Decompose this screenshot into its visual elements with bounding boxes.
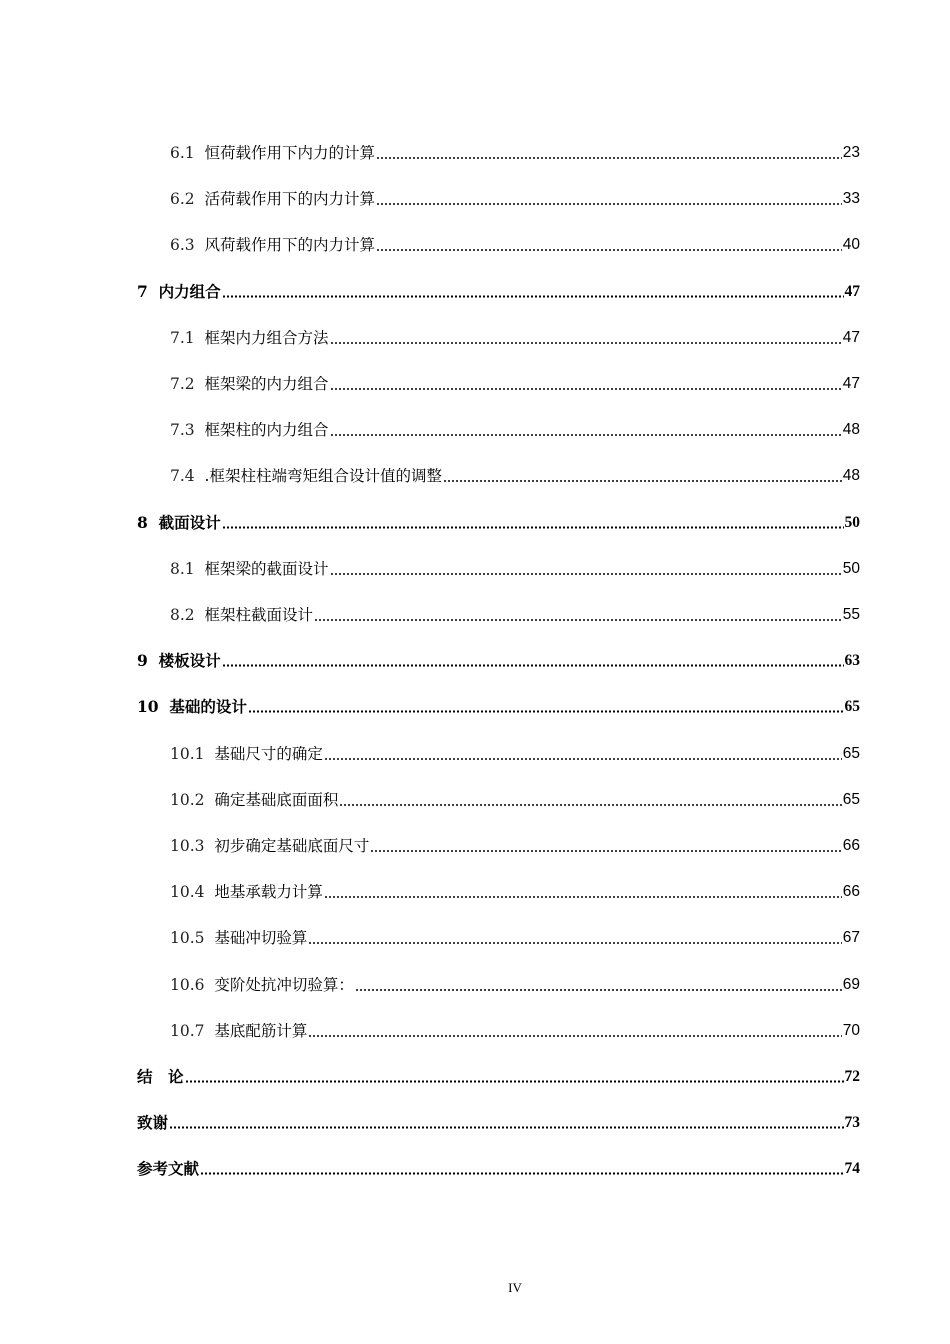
toc-number-gap (195, 188, 205, 210)
toc-number-gap (205, 927, 215, 949)
toc-entry-page: 23 (842, 144, 860, 161)
toc-number-gap (195, 373, 205, 395)
toc-entry[interactable] (170, 789, 860, 811)
toc-entry-title: 内力组合 (158, 281, 221, 301)
toc-entry-number: 9 (137, 651, 148, 671)
toc-entry-page: 66 (842, 883, 860, 901)
toc-entry-page: 72 (844, 1068, 860, 1085)
toc-entry[interactable] (170, 835, 860, 857)
dot-leader (355, 989, 842, 991)
toc-entry-page: 40 (842, 236, 860, 254)
toc-entry-title: 确定基础底面面积 (214, 790, 339, 809)
toc-number-gap (205, 881, 215, 903)
dot-leader (200, 1172, 843, 1175)
toc-entry-number: 10.3 (170, 837, 205, 855)
toc-entry-number: 10 (137, 697, 159, 717)
toc-entry-number: 6.2 (170, 190, 195, 209)
toc-entry[interactable] (170, 188, 860, 210)
toc-entry-page: 70 (842, 1021, 860, 1039)
toc-entry-number: 7.3 (170, 421, 195, 440)
dot-leader (376, 249, 842, 251)
toc-entry[interactable] (170, 234, 860, 256)
toc-entry-title: 框架梁的内力组合 (204, 375, 329, 393)
toc-entry-title: 恒荷载作用下内力的计算 (204, 144, 376, 162)
toc-entry-page: 65 (842, 744, 860, 762)
toc-number-gap (195, 558, 205, 580)
toc-number-gap (195, 327, 205, 349)
toc-entry-title: 基础冲切验算 (214, 929, 308, 948)
toc-entry[interactable] (170, 604, 860, 626)
toc-entry[interactable] (170, 974, 860, 996)
toc-entry[interactable] (137, 512, 860, 534)
dot-leader (330, 573, 842, 575)
toc-number-gap (205, 743, 215, 765)
toc-entry[interactable] (170, 327, 860, 349)
toc-entry[interactable] (137, 650, 860, 672)
toc-entry-page: 47 (842, 375, 860, 392)
toc-entry[interactable] (137, 1112, 860, 1134)
toc-entry-title: 地基承载力计算 (214, 883, 323, 902)
toc-number-gap (195, 142, 205, 164)
toc-entry[interactable] (170, 465, 860, 487)
toc-entry-title: 初步确定基础底面尺寸 (214, 837, 370, 855)
dot-leader (222, 664, 844, 667)
toc-entry-page: 50 (842, 559, 860, 577)
toc-entry[interactable] (137, 1158, 860, 1180)
toc-entry-page: 74 (844, 1160, 860, 1178)
toc-number-gap (148, 281, 159, 303)
toc-entry[interactable] (137, 281, 860, 303)
toc-entry[interactable] (170, 743, 860, 765)
toc-entry-title: 楼板设计 (158, 651, 221, 671)
toc-entry[interactable] (170, 1020, 860, 1042)
toc-entry-page: 66 (842, 837, 860, 854)
toc-number-gap (195, 419, 205, 441)
toc-entry-page: 65 (844, 698, 860, 716)
toc-entry[interactable] (137, 1066, 860, 1088)
toc-entry-number: 10.5 (170, 929, 205, 948)
dot-leader (169, 1126, 843, 1129)
toc-entry-title: 基础尺寸的确定 (214, 744, 323, 763)
dot-leader (248, 710, 844, 713)
toc-entry-number: 7.1 (170, 328, 195, 347)
toc-number-gap (148, 512, 159, 534)
toc-entry-number: 10.1 (170, 744, 205, 763)
dot-leader (308, 942, 841, 944)
toc-entry-title: 框架内力组合方法 (204, 328, 329, 347)
dot-leader (222, 526, 844, 529)
dot-leader (324, 758, 842, 760)
toc-entry-title: 框架柱的内力组合 (204, 421, 329, 440)
toc-entry-page: 55 (842, 606, 860, 623)
toc-entry-page: 50 (844, 513, 860, 531)
toc-entry-title: .框架柱柱端弯矩组合设计值的调整 (204, 467, 442, 486)
toc-number-gap (195, 234, 205, 256)
toc-entry-title: 基底配筋计算 (214, 1021, 308, 1040)
toc-entry-number: 7.2 (170, 375, 195, 393)
toc-number-gap (159, 696, 170, 718)
toc-entry-title: 框架梁的截面设计 (204, 559, 329, 578)
toc-entry[interactable] (170, 373, 860, 395)
toc-entry-number: 8 (137, 512, 148, 532)
toc-entry-title: 致谢 (137, 1113, 169, 1133)
toc-number-gap (205, 974, 215, 996)
dot-leader (324, 896, 842, 898)
toc-entry-title: 基础的设计 (169, 697, 247, 717)
toc-entry[interactable] (137, 696, 860, 718)
dot-leader (330, 342, 842, 344)
toc-number-gap (205, 789, 215, 811)
dot-leader (376, 203, 842, 205)
toc-entry-number: 10.6 (170, 975, 205, 994)
toc-entry-number: 10.7 (170, 1021, 205, 1040)
toc-entry-page: 47 (844, 282, 860, 300)
dot-leader (330, 434, 842, 436)
toc-entry-title: 框架柱截面设计 (204, 606, 314, 624)
toc-entry-title: 结 论 (137, 1067, 184, 1086)
dot-leader (222, 295, 844, 298)
toc-number-gap (205, 835, 215, 857)
toc-entry-title: 截面设计 (158, 512, 221, 532)
page-number: IV (508, 1280, 522, 1295)
toc-entry-number: 8.2 (170, 606, 195, 624)
toc-entry-number: 7.4 (170, 467, 195, 486)
toc-entry-page: 47 (842, 328, 860, 346)
toc-entry-page: 48 (842, 421, 860, 439)
toc-entry-title: 变阶处抗冲切验算： (214, 975, 354, 994)
toc-entry[interactable] (170, 558, 860, 580)
toc-entry-title: 活荷载作用下的内力计算 (204, 190, 376, 209)
toc-number-gap (195, 465, 205, 487)
toc-entry[interactable] (170, 419, 860, 441)
toc-entry-number: 7 (137, 281, 148, 301)
dot-leader (185, 1080, 844, 1083)
toc-entry-number: 6.3 (170, 236, 195, 255)
toc-entry-number: 10.2 (170, 790, 205, 809)
toc-entry-title: 参考文献 (137, 1159, 200, 1179)
dot-leader (376, 157, 842, 159)
toc-entry-page: 65 (842, 790, 860, 808)
dot-leader (370, 850, 841, 852)
dot-leader (308, 1035, 841, 1037)
toc-entry-number: 8.1 (170, 559, 195, 578)
toc-entry-page: 67 (842, 929, 860, 947)
toc-entry-page: 63 (844, 652, 860, 670)
toc-entry-page: 69 (842, 975, 860, 993)
toc-entry[interactable] (170, 142, 860, 164)
toc-entry[interactable] (170, 927, 860, 949)
toc-entry-page: 73 (844, 1114, 860, 1132)
toc-entry-number: 10.4 (170, 883, 205, 902)
dot-leader (330, 388, 842, 390)
toc-entry-title: 风荷载作用下的内力计算 (204, 236, 376, 255)
toc-number-gap (205, 1020, 215, 1042)
toc-entry-page: 33 (842, 190, 860, 208)
toc-entry[interactable] (170, 881, 860, 903)
toc-number-gap (148, 650, 159, 672)
dot-leader (314, 619, 842, 621)
dot-leader (339, 804, 841, 806)
toc-entry-number: 6.1 (170, 144, 195, 162)
toc-entry-page: 48 (842, 467, 860, 485)
toc-number-gap (195, 604, 205, 626)
dot-leader (443, 480, 842, 482)
